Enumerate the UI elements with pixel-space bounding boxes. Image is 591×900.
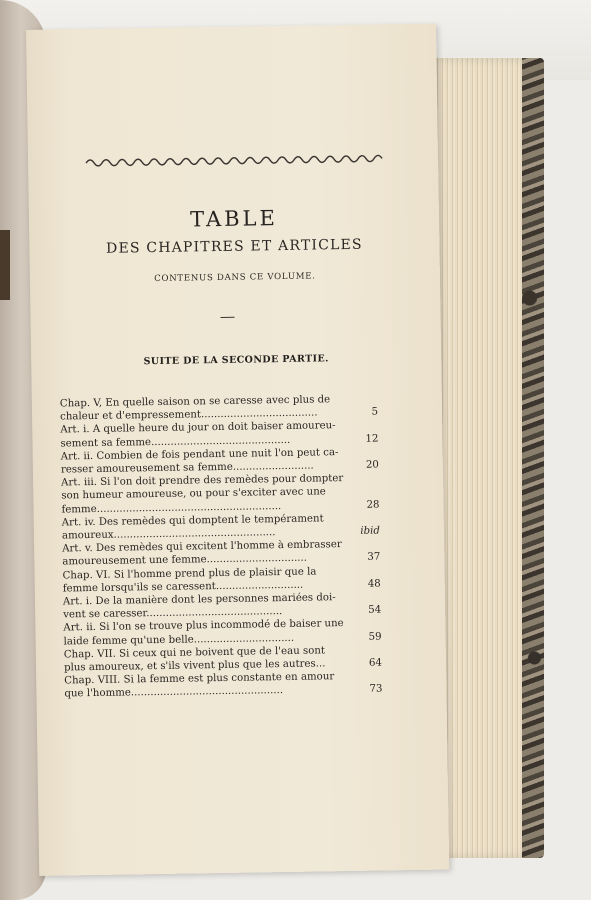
toc-entry-label: Chap. V, En quelle saison on se caresse avec plus de chaleur et d'empressement.................................... [59, 394, 331, 423]
toc-entry [64, 670, 382, 701]
toc-entry-label: Art. ii. Si l'on se trouve plus incommodé de baiser une laide femme qu'une belle............................... [63, 618, 344, 648]
cover-shadow [0, 230, 10, 300]
toc-page-number: 64 [368, 657, 383, 669]
toc-page-number: 48 [367, 578, 381, 590]
toc-page-number: 54 [368, 604, 382, 616]
toc-page-number: 59 [368, 631, 382, 643]
contents-note: CONTENUS DANS CE VOLUME. [154, 271, 316, 285]
page-subtitle: DES CHAPITRES ET ARTICLES [105, 236, 363, 257]
toc-page-number: 12 [365, 433, 379, 445]
toc-page-number: 28 [366, 499, 380, 511]
toc-entry-label: Chap. VII. Si ceux qui ne boivent que de l'eau sont plus amoureux, et s'ils vivent plus que les autres... [63, 645, 326, 674]
toc-page-number: ibid [360, 525, 380, 537]
wavy-ornament-icon [86, 148, 382, 173]
table-of-contents [60, 393, 383, 702]
toc-page-number: 20 [365, 459, 379, 471]
book-page [26, 24, 449, 876]
toc-entry-label: Art. i. A quelle heure du jour on doit baiser amoureu- sement sa femme........................................... [60, 420, 336, 450]
toc-entry-label: Art. ii. Combien de fois pendant une nuit l'on peut ca- resser amoureusement sa femme......................... [60, 446, 339, 476]
page-title: TABLE [189, 206, 279, 232]
divider [221, 317, 235, 318]
toc-entry-label: Art. i. De la manière dont les personnes mariées doi- vent se caresser.......................................... [62, 592, 336, 621]
toc-page-number: 73 [369, 683, 383, 696]
toc-entry-label: Art. v. Des remèdes qui excitent l'homme à embrasser amoureusement une femme............................... [62, 539, 342, 568]
toc-entry-label: Chap. VI. Si l'homme prend plus de plaisir que la femme lorsqu'ils se caressent........................... [62, 566, 317, 595]
toc-entry [61, 472, 380, 517]
section-heading: SUITE DE LA SECONDE PARTIE. [143, 353, 329, 368]
toc-entry-label: Art. iii. Si l'on doit prendre des remèdes pour dompter son humeur amoureuse, ou pour s'exciter avec une femme......................................................... [61, 473, 344, 516]
toc-page-number: 37 [367, 551, 381, 564]
toc-entry-label: Art. iv. Des remèdes qui domptent le tempérament amoureux.................................................. [61, 513, 324, 542]
toc-page-number: 5 [371, 406, 379, 418]
toc-entry-label: Chap. VIII. Si la femme est plus constante en amour que l'homme............................................... [64, 671, 335, 700]
